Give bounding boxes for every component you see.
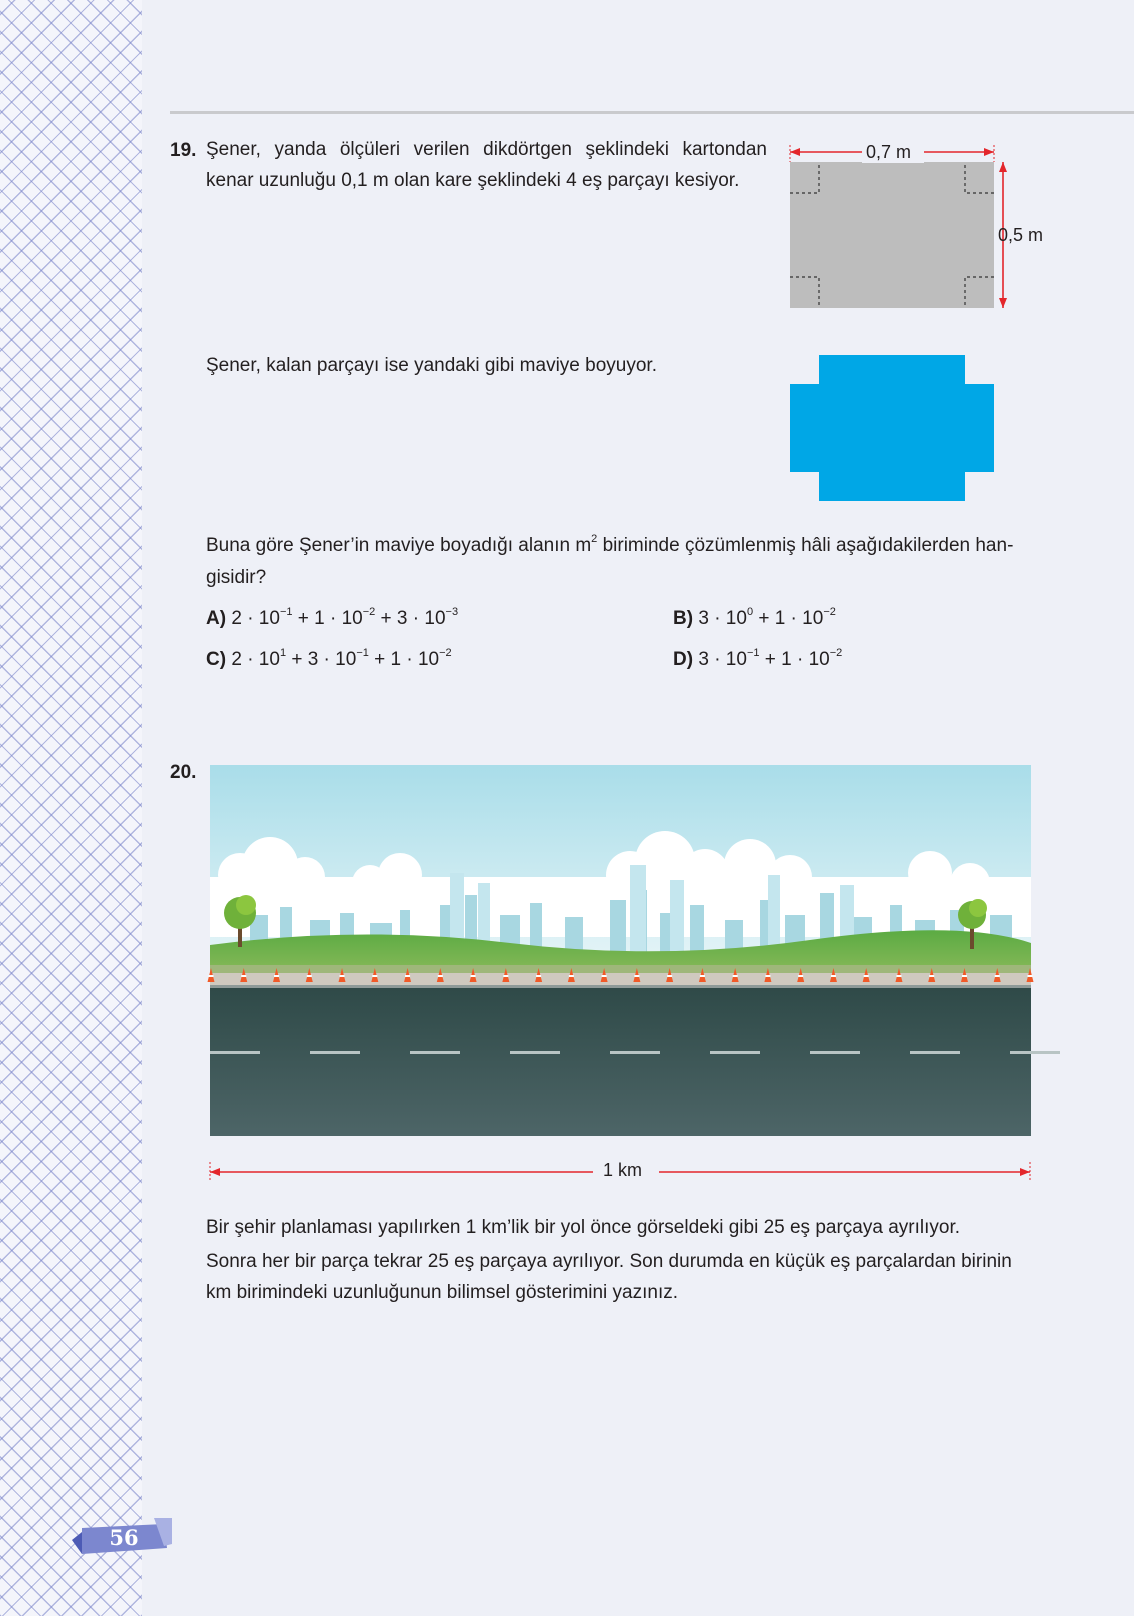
traffic-cone-stripe <box>798 975 803 977</box>
verge <box>210 965 1031 973</box>
option-d-t1: 3 · 10 <box>698 649 747 670</box>
traffic-cone-stripe <box>372 975 377 977</box>
traffic-cone-stripe <box>864 975 869 977</box>
traffic-cone-stripe <box>471 975 476 977</box>
traffic-cone-stripe <box>569 975 574 977</box>
option-d-t2: + 1 · 10 <box>759 649 830 670</box>
option-a-e1: −1 <box>279 606 293 618</box>
traffic-cone-stripe <box>995 975 1000 977</box>
cardboard-rectangle <box>790 162 994 308</box>
option-c-e1: 1 <box>279 647 287 659</box>
option-c[interactable] <box>206 649 452 671</box>
traffic-cone-stripe <box>1028 975 1033 977</box>
option-b-e2: −2 <box>823 606 836 618</box>
lane-dash <box>310 1051 360 1054</box>
option-d-letter: D) <box>673 649 694 670</box>
lane-dash <box>410 1051 460 1054</box>
option-c-e3: −2 <box>439 647 452 659</box>
option-c-t1: 2 · 10 <box>231 649 280 670</box>
option-a[interactable] <box>206 608 458 630</box>
traffic-cone-stripe <box>307 975 312 977</box>
traffic-cone-stripe <box>896 975 901 977</box>
lane-dashes <box>210 1051 1060 1054</box>
lane-dash <box>910 1051 960 1054</box>
option-c-t2: + 3 · 10 <box>286 649 357 670</box>
width-arrow-right-head <box>984 148 994 156</box>
traffic-cone-stripe <box>962 975 967 977</box>
question-19-number: 19. <box>170 140 197 161</box>
road-length-label: 1 km <box>603 1160 643 1180</box>
q20-text-line2: Sonra her bir parça tekrar 25 eş parçaya ayrılıyor. Son durumda en küçük eş parçalardan birinin <box>206 1251 1012 1272</box>
q19-paint-text: Şener, kalan parçayı ise yandaki gibi maviye boyuyor. <box>206 355 657 376</box>
q19-text-line1: Şener, yanda ölçüleri verilen dikdörtgen şeklindeki kartondan <box>206 139 767 160</box>
option-b-t1: 3 · 10 <box>698 608 747 629</box>
curb <box>210 985 1031 988</box>
width-arrow-left-head <box>790 148 800 156</box>
option-b-letter: B) <box>673 608 694 629</box>
traffic-cone-stripe <box>503 975 508 977</box>
traffic-cone-stripe <box>405 975 410 977</box>
option-a-t2: + 1 · 10 <box>292 608 363 629</box>
traffic-cone-stripe <box>602 975 607 977</box>
traffic-cone-stripe <box>209 975 214 977</box>
q19-question-line2: gisidir? <box>206 567 267 588</box>
option-b-e1: 0 <box>746 606 754 618</box>
road-illustration <box>210 765 1031 1155</box>
traffic-cone-stripe <box>241 975 246 977</box>
traffic-cone-stripe <box>733 975 738 977</box>
q20-text-line1: Bir şehir planlaması yapılırken 1 km’lik bir yol önce görseldeki gibi 25 eş parçaya ayrılıyor. <box>206 1217 960 1238</box>
traffic-cone-stripe <box>274 975 279 977</box>
option-d-e2: −2 <box>829 647 843 659</box>
top-rule <box>170 111 1134 114</box>
lane-dash <box>1010 1051 1060 1054</box>
sidewalk <box>210 973 1031 985</box>
road <box>210 988 1031 1136</box>
road-arrow-left-head <box>210 1168 220 1176</box>
option-a-t3: + 3 · 10 <box>375 608 446 629</box>
option-b-t2: + 1 · 10 <box>753 608 824 629</box>
q19-text-line2: kenar uzunluğu 0,1 m olan kare şeklindeki 4 eş parçayı kesiyor. <box>206 170 740 191</box>
traffic-cone-stripe <box>765 975 770 977</box>
q19-question-sup: 2 <box>591 533 598 545</box>
option-d[interactable] <box>673 649 842 671</box>
question-20-number: 20. <box>170 762 197 783</box>
side-pattern <box>0 0 142 1616</box>
traffic-cone-stripe <box>831 975 836 977</box>
option-c-t3: + 1 · 10 <box>368 649 440 670</box>
traffic-cone-stripe <box>667 975 672 977</box>
option-a-e3: −3 <box>445 606 459 618</box>
traffic-cone-stripe <box>634 975 639 977</box>
height-arrow-bottom-head <box>999 298 1007 308</box>
height-label: 0,5 m <box>998 225 1044 245</box>
traffic-cone-stripe <box>438 975 443 977</box>
painted-shape-figure <box>790 355 994 501</box>
option-a-t1: 2 · 10 <box>231 608 280 629</box>
lane-dash <box>510 1051 560 1054</box>
page-number: 56 <box>109 1525 139 1550</box>
q19-question-line1 <box>206 530 1013 561</box>
painted-cross-shape <box>790 355 994 501</box>
lane-dash <box>210 1051 260 1054</box>
option-c-letter: C) <box>206 649 227 670</box>
traffic-cone-stripe <box>536 975 541 977</box>
q19-question-part1: Buna göre Şener’in maviye boyadığı alanın m <box>206 535 592 556</box>
lane-dash <box>810 1051 860 1054</box>
option-c-e2: −1 <box>356 647 369 659</box>
q20-text-line3: km birimindeki uzunluğunun bilimsel gösterimini yazınız. <box>206 1282 679 1303</box>
q19-question-part2: biriminde çözümlenmiş hâli aşağıdakilerden han- <box>597 535 1014 556</box>
option-a-letter: A) <box>206 608 227 629</box>
road-arrow-right-head <box>1020 1168 1030 1176</box>
option-d-e1: −1 <box>746 647 760 659</box>
option-b[interactable] <box>673 608 836 630</box>
traffic-cone-stripe <box>929 975 934 977</box>
option-a-e2: −2 <box>362 606 376 618</box>
traffic-cone-stripe <box>340 975 345 977</box>
traffic-cone-stripe <box>700 975 705 977</box>
width-label: 0,7 m <box>866 142 912 162</box>
lane-dash <box>710 1051 760 1054</box>
lane-dash <box>610 1051 660 1054</box>
height-arrow-top-head <box>999 162 1007 172</box>
